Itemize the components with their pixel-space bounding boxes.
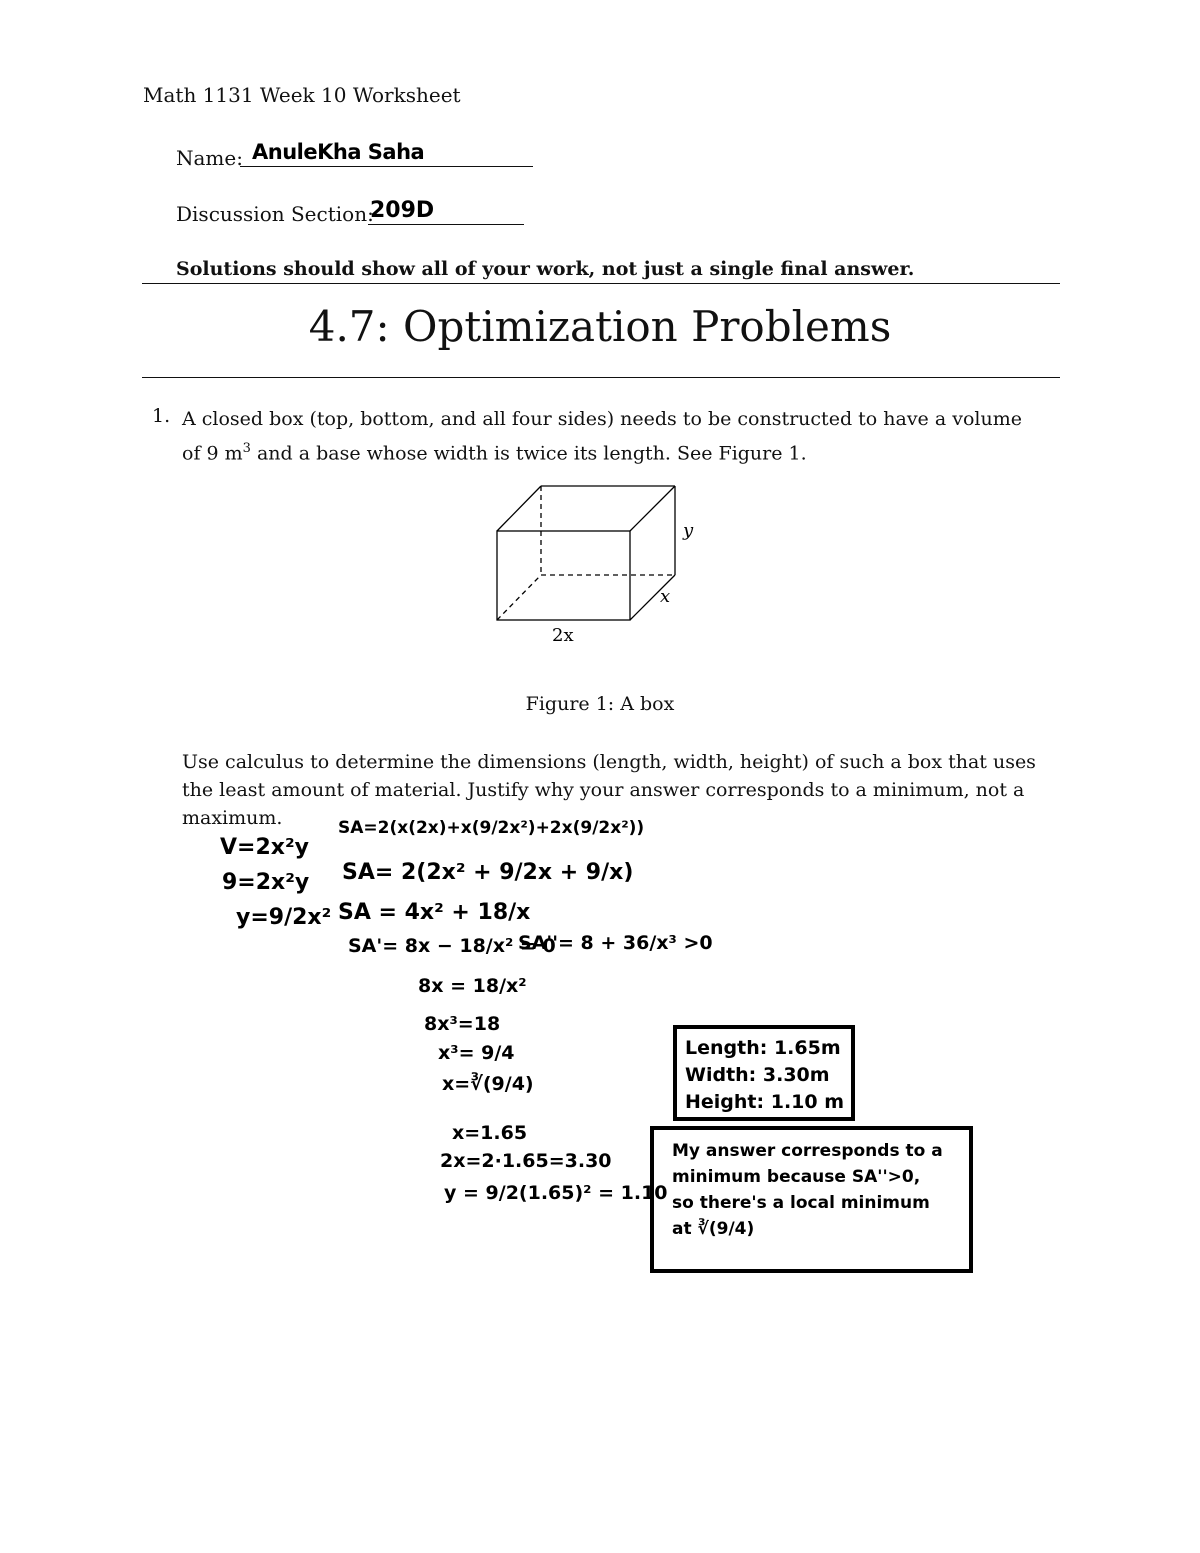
hw-y-expr: y=9/2x² (236, 905, 332, 930)
box-figure (490, 478, 710, 648)
hw-volume-sub: 9=2x²y (222, 870, 310, 895)
justification-box (650, 1126, 973, 1273)
volume-exponent: 3 (242, 441, 251, 456)
name-value: AnuleKha Saha (252, 140, 425, 164)
divider (142, 283, 1060, 284)
hw-step-2: 8x³=18 (424, 1013, 501, 1035)
hw-second-derivative: SA''= 8 + 36/x³ >0 (518, 932, 713, 954)
instructions: Solutions should show all of your work, not just a single final answer. (176, 258, 915, 280)
answer-box (673, 1025, 855, 1121)
hw-height-value: y = 9/2(1.65)² = 1.10 (444, 1182, 668, 1204)
hw-step-4: x=∛(9/4) (442, 1073, 534, 1095)
discussion-underline (368, 224, 524, 225)
hw-width-value: 2x=2·1.65=3.30 (440, 1150, 612, 1172)
divider (142, 377, 1060, 378)
label-y: y (683, 520, 694, 541)
problem-line-2 (182, 434, 1062, 468)
problem-line-2-pre: of 9 m (182, 442, 243, 465)
hw-x-value: x=1.65 (452, 1122, 528, 1144)
hw-step-3: x³= 9/4 (438, 1042, 515, 1064)
course-title: Math 1131 Week 10 Worksheet (143, 83, 461, 107)
hw-sa-3: SA = 4x² + 18/x (338, 900, 531, 925)
answer-length: Length: 1.65m (685, 1037, 841, 1059)
name-underline (240, 166, 533, 167)
answer-height: Height: 1.10 m (685, 1091, 845, 1113)
hw-derivative: SA'= 8x − 18/x² = 0 (348, 935, 556, 957)
hw-volume: V=2x²y (220, 835, 309, 860)
answer-width: Width: 3.30m (685, 1064, 830, 1086)
problem-line-1: A closed box (top, bottom, and all four sides) needs to be constructed to have a volume (182, 408, 1022, 430)
hw-sa-2: SA= 2(2x² + 9/2x + 9/x) (342, 860, 634, 885)
section-title: 4.7: Optimization Problems (308, 302, 892, 351)
label-2x: 2x (552, 625, 574, 646)
label-x: x (660, 586, 671, 607)
justification-line-4: at ∛(9/4) (672, 1219, 755, 1239)
box-edge (630, 486, 675, 531)
name-label: Name: (176, 146, 243, 170)
problem-statement (182, 405, 1062, 468)
discussion-label: Discussion Section: (176, 202, 374, 226)
hw-step-1: 8x = 18/x² (418, 975, 527, 997)
justification-line-1: My answer corresponds to a (672, 1141, 943, 1161)
justification-line-3: so there's a local minimum (672, 1193, 930, 1213)
problem-number: 1. (152, 405, 171, 427)
discussion-value: 209D (370, 198, 435, 223)
hw-sa-1: SA=2(x(2x)+x(9/2x²)+2x(9/2x²)) (338, 818, 645, 838)
task-statement: Use calculus to determine the dimensions (length, width, height) of such a box that uses the least amount of material. Justify why your answer corresponds to a minimum, not a maximum. (182, 751, 1036, 829)
figure-caption: Figure 1: A box (525, 693, 675, 715)
justification-line-2: minimum because SA''>0, (672, 1167, 921, 1187)
box-hidden-edge (497, 575, 541, 620)
problem-line-2-post: and a base whose width is twice its length. See Figure 1. (250, 442, 807, 465)
box-edge (497, 486, 541, 531)
